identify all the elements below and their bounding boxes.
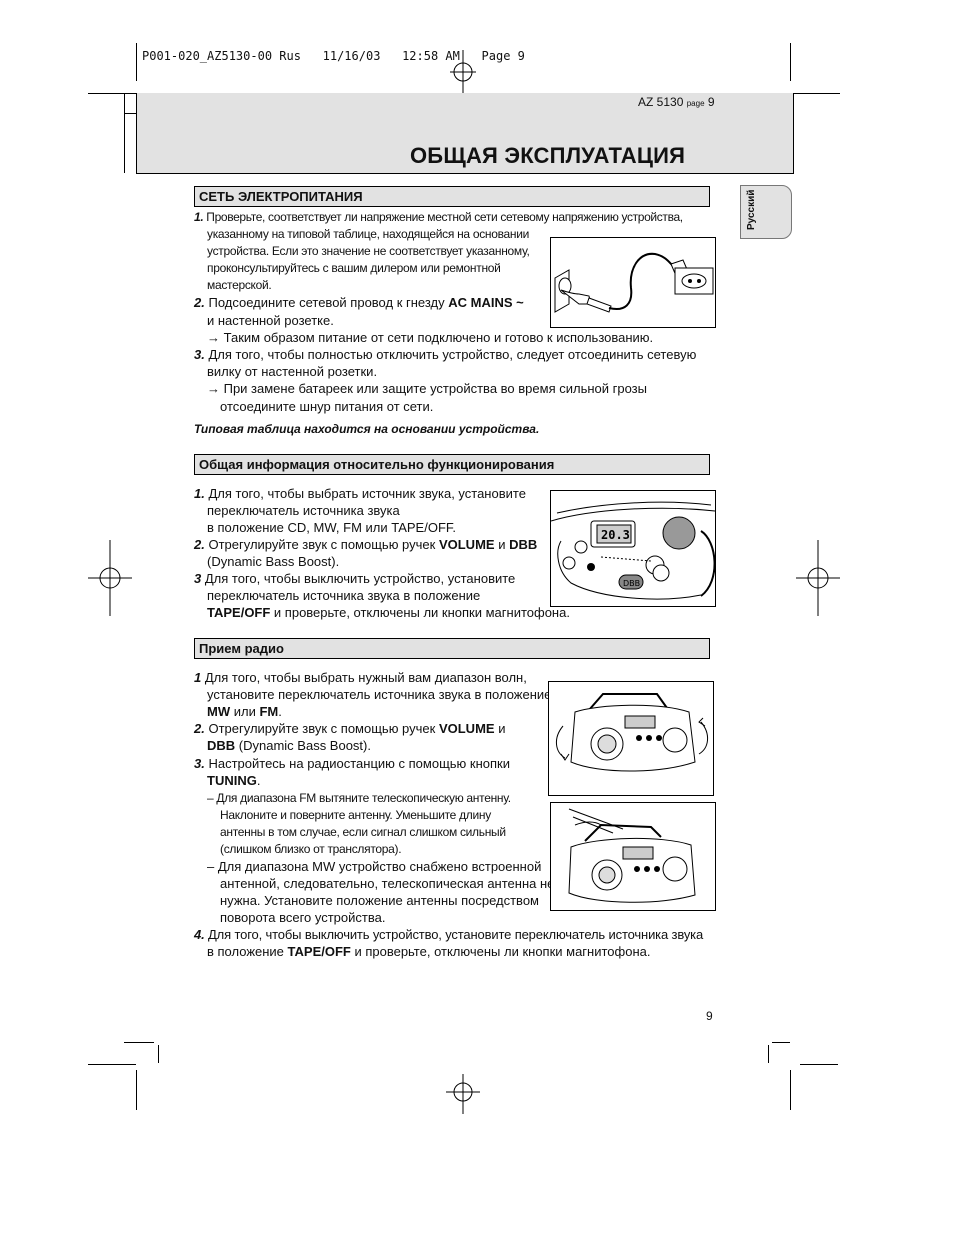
print-slug: P001-020_AZ5130-00 Rus 11/16/03 12:58 AM Page 9	[142, 49, 525, 63]
power-note: Типовая таблица находится на основании устройства.	[194, 422, 540, 436]
control-panel-display-value: 20.3	[601, 528, 630, 542]
radio-step-1-line-1: 1 Для того, чтобы выбрать нужный вам диапазон волн,	[194, 670, 527, 685]
radio-fm-line-4: (слишком близко от трансляторa).	[220, 842, 402, 856]
radio-step-1-line-3: MW или FM.	[207, 704, 282, 719]
radio-step-4-line-2: в положение TAPE/OFF и проверьте, отключены ли кнопки магнитофона.	[207, 944, 651, 959]
language-tab-label: Русский	[746, 189, 757, 230]
power-step-2-line-1: 2. Подсоедините сетевой провод к гнезду AC MAINS ~	[194, 295, 524, 310]
general-step-2-line-1: 2. Отрегулируйте звук с помощью ручек VOLUME и DBB	[194, 537, 538, 552]
power-step-1-line-5: мастерской.	[207, 278, 272, 292]
page-number: 9	[706, 1009, 713, 1023]
general-step-3-line-3: TAPE/OFF и проверьте, отключены ли кнопки магнитофона.	[207, 605, 570, 620]
power-step-2-line-3: → Таким образом питание от сети подключено и готово к использованию.	[207, 330, 654, 345]
model-label: AZ 5130	[638, 95, 684, 109]
general-step-1-line-1: 1. Для того, чтобы выбрать источник звука, установите	[194, 486, 526, 501]
power-step-3-line-2: вилку от настенной розетки.	[207, 364, 378, 379]
power-step-3-line-3: → При замене батареек или защите устройства во время сильной грозы	[207, 381, 647, 396]
radio-mw-line-3: нужна. Установите положение антенны посредством	[220, 893, 539, 908]
radio-antenna-illustration	[550, 802, 716, 911]
section-heading-general: Общая информация относительно функционирования	[194, 454, 710, 475]
power-step-3-line-4: отсоедините шнур питания от сети.	[220, 399, 434, 414]
radio-mw-line-2: антенной, следовательно, телескопическая антенна не	[220, 876, 555, 891]
page-title: ОБЩАЯ ЭКСПЛУАТАЦИЯ	[410, 143, 686, 168]
registration-mark-left	[88, 540, 132, 616]
power-step-1-line-3: устройства. Если это значение не соответствует указанному,	[207, 244, 530, 258]
radio-step-2-line-1: 2. Отрегулируйте звук с помощью ручек VOLUME и	[194, 721, 506, 736]
radio-rotate-illustration	[548, 681, 714, 796]
power-step-2-line-2: и настенной розетке.	[207, 313, 334, 328]
general-step-1-line-3: в положение CD, MW, FM или TAPE/OFF.	[207, 520, 456, 535]
section-heading-power: СЕТЬ ЭЛЕКТРОПИТАНИЯ	[194, 186, 710, 207]
radio-step-3-line-2: TUNING.	[207, 773, 261, 788]
general-step-2-line-2: (Dynamic Bass Boost).	[207, 554, 340, 569]
radio-step-2-line-2: DBB (Dynamic Bass Boost).	[207, 738, 371, 753]
radio-fm-line-1: – Для диапазона FM вытяните телескопическую антенну.	[207, 791, 511, 805]
radio-fm-line-2: Наклоните и поверните антенну. Уменьшите длину	[220, 808, 491, 822]
general-step-3-line-2: переключатель источника звука в положение	[207, 588, 481, 603]
radio-mw-line-1: – Для диапазона MW устройство снабжено встроенной	[207, 859, 542, 874]
radio-step-1-line-2: установите переключатель источника звука в положение	[207, 687, 552, 702]
language-tab	[740, 185, 792, 239]
power-step-1-line-2: указанному на типовой таблице, находящейся на основании	[207, 227, 530, 241]
page-tag	[638, 95, 715, 109]
power-plug-illustration	[550, 237, 716, 328]
page-word: page	[686, 99, 705, 108]
general-step-1-line-2: переключатель источника звука	[207, 503, 400, 518]
control-panel-illustration	[550, 490, 716, 607]
power-step-3-line-1: 3. Для того, чтобы полностью отключить устройство, следует отсоединить сетевую	[194, 347, 697, 362]
registration-mark-bottom	[446, 1074, 480, 1114]
control-panel-dbb-label: DBB	[623, 579, 641, 588]
radio-fm-line-3: антенны в том случае, если сигнал слишком сильный	[220, 825, 506, 839]
general-step-3-line-1: 3 Для того, чтобы выключить устройство, установите	[194, 571, 516, 586]
page-tag-number: 9	[707, 95, 715, 109]
radio-step-4-line-1: 4. Для того, чтобы выключить устройство, установите переключатель источника звука	[194, 927, 704, 942]
section-heading-radio: Прием радио	[194, 638, 710, 659]
radio-step-3-line-1: 3. Настройтесь на радиостанцию с помощью кнопки	[194, 756, 510, 771]
power-step-1-line-4: проконсультируйтесь с вашим дилером или ремонтной	[207, 261, 501, 275]
radio-mw-line-4: поворота всего устройства.	[220, 910, 386, 925]
registration-mark-right	[796, 540, 840, 616]
power-step-1-line-1: 1. Проверьте, соответствует ли напряжение местной сети сетевому напряжению устройства,	[194, 210, 683, 224]
